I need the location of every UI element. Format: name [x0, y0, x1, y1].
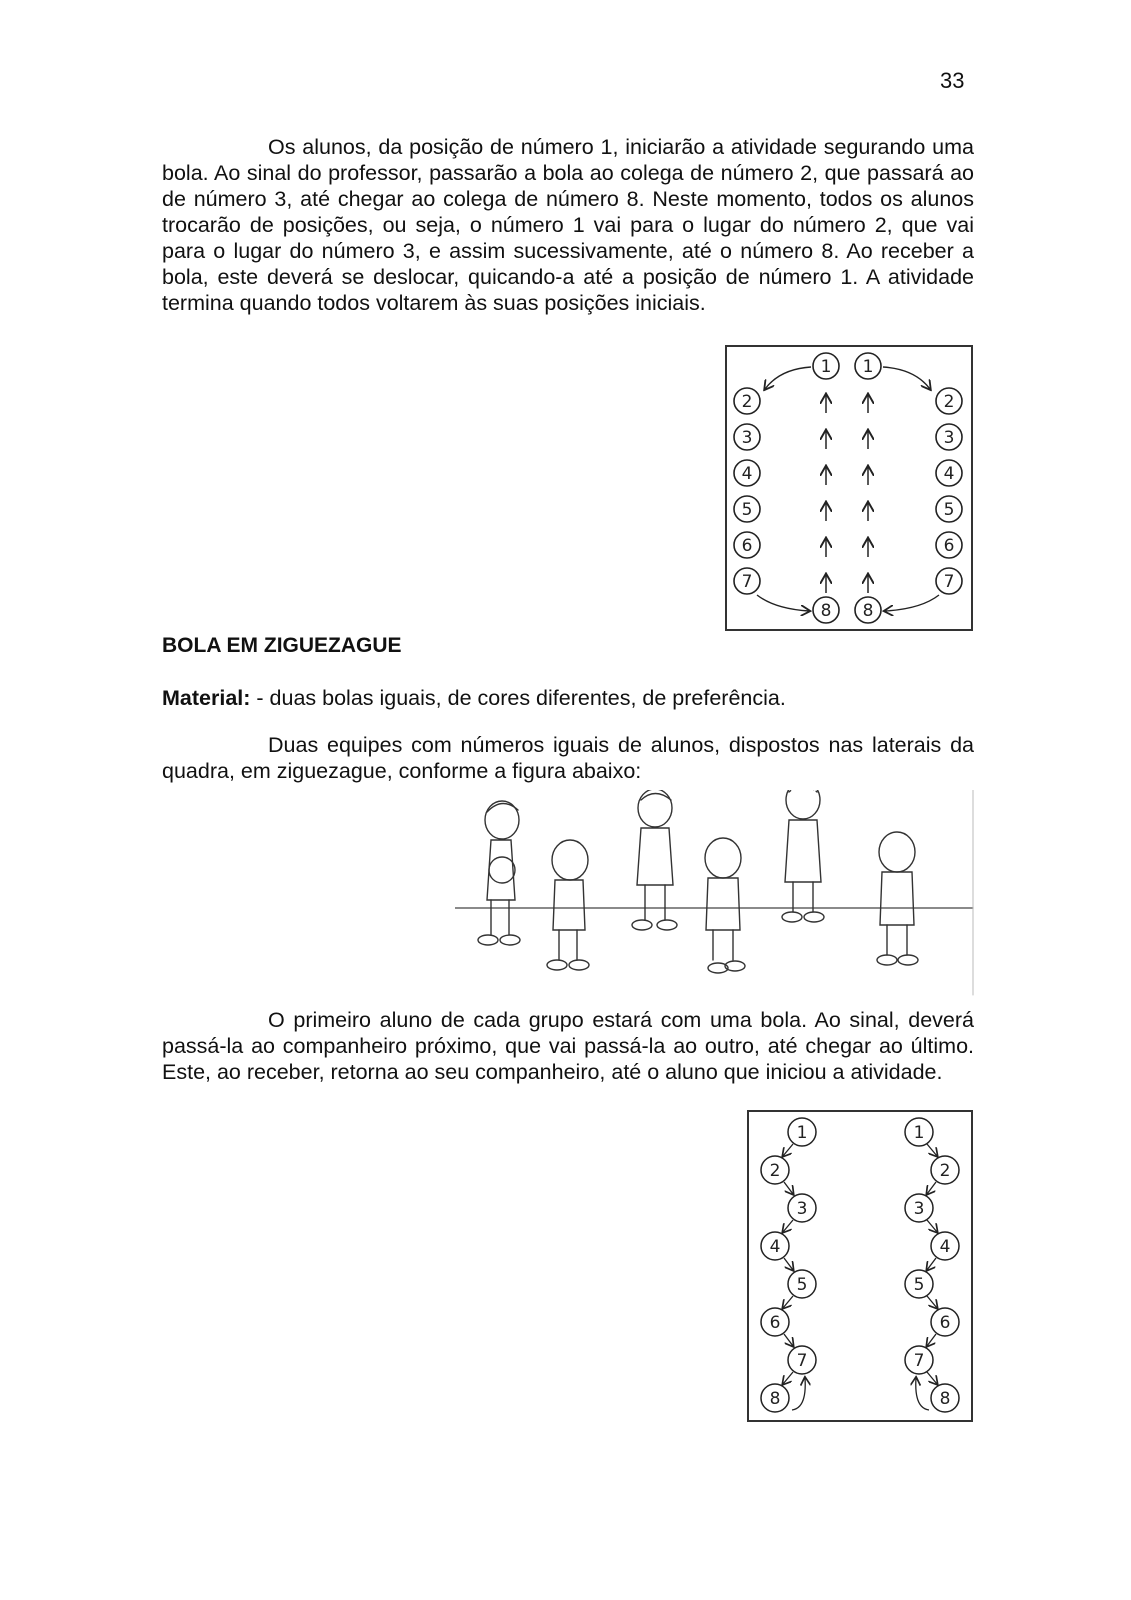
position-8-right [855, 597, 881, 623]
svg-text:4: 4 [769, 1237, 781, 1257]
curve-arrow-top-right [883, 367, 930, 389]
position-1-right [855, 353, 881, 379]
svg-text:5: 5 [913, 1275, 925, 1295]
material-line [162, 686, 786, 711]
svg-text:5: 5 [943, 500, 955, 520]
position-1-left [813, 353, 839, 379]
svg-text:6: 6 [939, 1313, 951, 1333]
svg-text:2: 2 [741, 392, 753, 412]
child-1-with-ball [478, 801, 520, 945]
material-text: - duas bolas iguais, de cores diferentes, de preferência. [250, 686, 786, 710]
svg-text:8: 8 [820, 601, 832, 621]
svg-text:6: 6 [741, 536, 753, 556]
curve-arrow-top-left [765, 367, 811, 389]
paragraph-teams: Duas equipes com números iguais de alunos, dispostos nas laterais da quadra, em ziguezague, conforme a figura abaixo: [162, 733, 974, 783]
svg-text:7: 7 [943, 572, 955, 592]
figure-children-illustration [455, 790, 975, 998]
svg-text:5: 5 [796, 1275, 808, 1295]
svg-text:8: 8 [769, 1389, 781, 1409]
svg-text:7: 7 [913, 1351, 925, 1371]
figure-zigzag-diagram [747, 1110, 973, 1422]
svg-text:8: 8 [939, 1389, 951, 1409]
svg-text:1: 1 [820, 357, 832, 377]
curve-arrow-bottom-right [885, 595, 939, 611]
figure-circuit-diagram [725, 345, 973, 631]
child-6-back [877, 832, 918, 965]
right-column [936, 388, 962, 594]
svg-text:2: 2 [943, 392, 955, 412]
svg-text:2: 2 [769, 1161, 781, 1181]
position-8-left [813, 597, 839, 623]
section-title: BOLA EM ZIGUEZAGUE [162, 634, 402, 657]
svg-text:6: 6 [769, 1313, 781, 1333]
svg-text:8: 8 [862, 601, 874, 621]
svg-text:6: 6 [943, 536, 955, 556]
child-5-front [782, 790, 824, 922]
svg-text:3: 3 [741, 428, 753, 448]
child-4-back [705, 838, 745, 973]
svg-text:4: 4 [939, 1237, 951, 1257]
paragraph-instructions: O primeiro aluno de cada grupo estará com uma bola. Ao sinal, deverá passá-la ao companheiro próximo, que vai passá-la ao outro, até chegar ao último. Este, ao receber, retorna ao seu companheiro, até o aluno que iniciou a atividade. [162, 1008, 974, 1084]
material-label: Material: [162, 686, 251, 710]
court-border [726, 346, 972, 630]
svg-text:3: 3 [943, 428, 955, 448]
page-number: 33 [940, 68, 965, 93]
svg-text:1: 1 [862, 357, 874, 377]
svg-text:1: 1 [913, 1123, 925, 1143]
child-3-front [632, 790, 677, 930]
svg-text:2: 2 [939, 1161, 951, 1181]
svg-text:3: 3 [913, 1199, 925, 1219]
svg-text:4: 4 [741, 464, 753, 484]
svg-text:3: 3 [796, 1199, 808, 1219]
child-2-back [547, 840, 589, 970]
svg-text:5: 5 [741, 500, 753, 520]
svg-text:7: 7 [741, 572, 753, 592]
curve-arrow-bottom-left [757, 595, 809, 611]
paragraph-intro: Os alunos, da posição de número 1, iniciarão a atividade segurando uma bola. Ao sinal do professor, passarão a bola ao colega de número 2, que passará ao de número 3, até chegar ao colega de número 8. Neste momento, todos os alunos trocarão de posições, ou seja, o número 1 vai para o lugar do número 2, que vai para o lugar do número 3, e assim sucessivamente, até o número 8. Ao receber a bola, este deverá se deslocar, quicando-a até a posição de número 1. A atividade termina quando todos voltarem às suas posições iniciais. [162, 135, 974, 315]
up-arrows [826, 395, 868, 593]
svg-text:1: 1 [796, 1123, 808, 1143]
left-column [734, 388, 760, 594]
svg-text:4: 4 [943, 464, 955, 484]
svg-text:7: 7 [796, 1351, 808, 1371]
